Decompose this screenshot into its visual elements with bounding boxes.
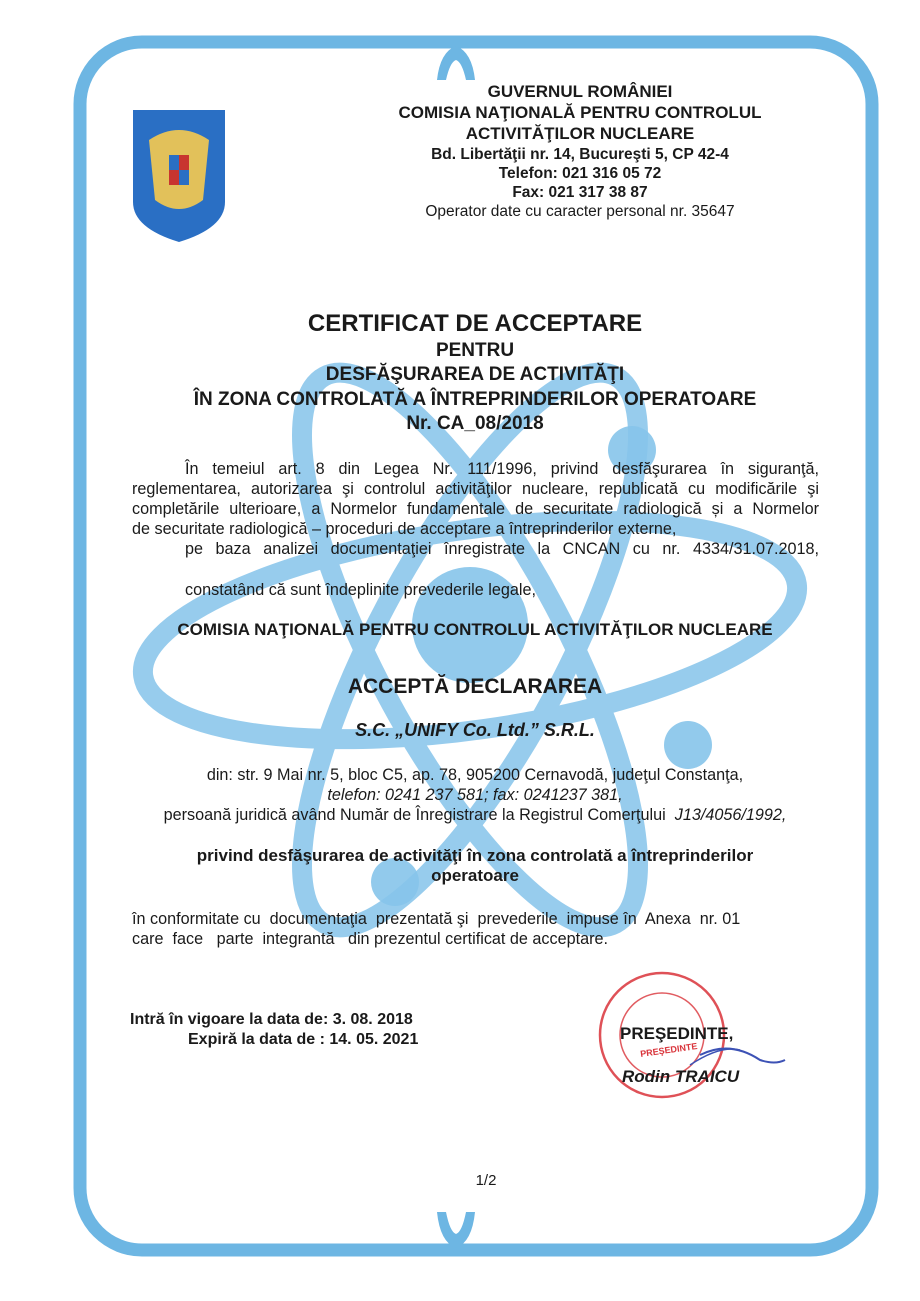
accepts-heading: ACCEPTĂ DECLARAREA <box>347 675 603 698</box>
body-line: reglementarea, autorizarea şi controlul activităţilor nucleare, republicată cu modificările şi <box>132 480 819 498</box>
page-number: 1/2 <box>475 1172 497 1189</box>
valid-from: Intră în vigoare la data de: 3. 08. 2018 <box>130 1011 413 1028</box>
header-government: GUVERNUL ROMÂNIEI <box>487 82 673 101</box>
registry-number: J13/4056/1992, <box>674 806 787 824</box>
company-registry <box>0 805 920 825</box>
header-fax: Fax: 021 317 38 87 <box>512 184 648 201</box>
certificate-number: Nr. CA_08/2018 <box>406 413 544 434</box>
conformity-line-2: care face parte integrantă din prezentul certificat de acceptare. <box>132 930 608 948</box>
stamp-inner-text: PREŞEDINTE <box>639 1041 698 1059</box>
company-address: din: str. 9 Mai nr. 5, bloc C5, ap. 78, 905200 Cernavodă, judeţul Constanţa, <box>206 766 744 784</box>
frame-bottom-ornament <box>437 1212 475 1248</box>
title-line-3: DESFĂŞURAREA DE ACTIVITĂŢI <box>325 364 625 385</box>
scope-line-2: operatoare <box>431 866 519 885</box>
conformity-line-1: în conformitate cu documentaţia prezentată şi prevederile impuse în Anexa nr. 01 <box>132 910 741 928</box>
certificate-title: CERTIFICAT DE ACCEPTARE <box>307 310 643 337</box>
scope-line-1: privind desfăşurarea de activităţi în zona controlată a întreprinderilor <box>196 846 754 865</box>
commission-name: COMISIA NAŢIONALĂ PENTRU CONTROLUL ACTIVITĂŢILOR NUCLEARE <box>177 620 773 639</box>
company-name: S.C. „UNIFY Co. Ltd.” S.R.L. <box>355 720 595 740</box>
signature-name: Rodin TRAICU <box>622 1067 740 1086</box>
header-operator: Operator date cu caracter personal nr. 35647 <box>425 203 735 220</box>
title-line-2: PENTRU <box>435 340 515 361</box>
valid-until: Expiră la data de : 14. 05. 2021 <box>188 1031 419 1048</box>
coat-of-arms <box>133 110 225 242</box>
header-phone: Telefon: 021 316 05 72 <box>498 165 662 182</box>
company-contact: telefon: 0241 237 581; fax: 0241237 381, <box>327 786 623 804</box>
header-address: Bd. Libertăţii nr. 14, Bucureşti 5, CP 42-4 <box>431 146 729 163</box>
body-line: de securitate radiologică – proceduri de acceptare a întreprinderilor externe, <box>132 520 677 538</box>
title-line-4: ÎN ZONA CONTROLATĂ A ÎNTREPRINDERILOR OPERATOARE <box>193 389 757 410</box>
header-commission: COMISIA NAŢIONALĂ PENTRU CONTROLUL <box>398 103 762 122</box>
frame-top-ornament <box>437 46 475 80</box>
signature-role: PREŞEDINTE, <box>620 1024 734 1043</box>
body-line: constatând că sunt îndeplinite prevederile legale, <box>185 581 536 599</box>
body-line: În temeiul art. 8 din Legea Nr. 111/1996, privind desfăşurarea în siguranţă, <box>185 460 819 478</box>
registry-label: persoană juridică având Număr de Înregistrare la Registrul Comerţului <box>163 806 666 824</box>
header-commission-2: ACTIVITĂŢILOR NUCLEARE <box>465 124 695 143</box>
body-line: completările ulterioare, a Normelor fundamentale de securitate radiologică și a Normelor <box>132 500 819 518</box>
body-line: pe baza analizei documentaţiei înregistrate la CNCAN cu nr. 4334/31.07.2018, <box>185 540 819 558</box>
